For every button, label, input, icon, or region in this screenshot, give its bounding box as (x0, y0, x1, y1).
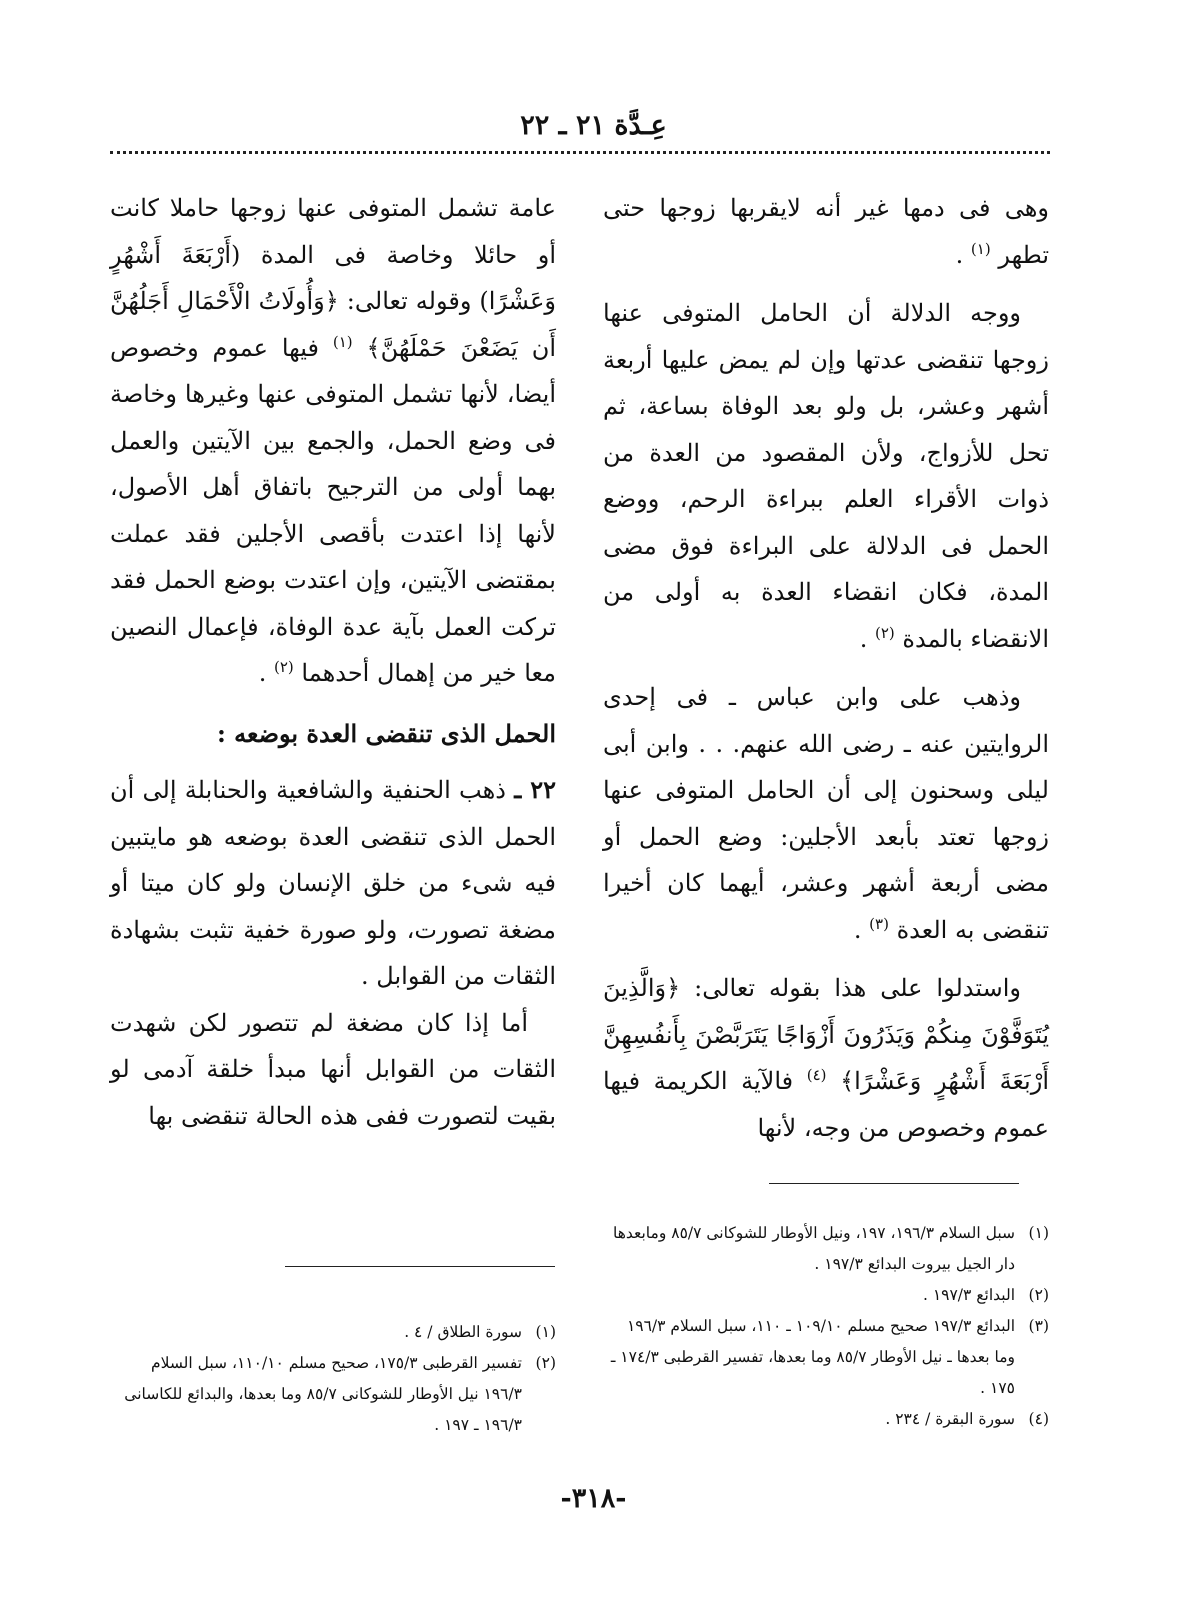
right-footnote-rule (769, 1183, 1019, 1184)
page-number: -٣١٨- (560, 1483, 627, 1514)
footnote-ref: (٤) (806, 1066, 827, 1084)
left-footnote-rule (285, 1266, 555, 1267)
right-paragraph-2 (603, 290, 1049, 662)
paragraph-text: وذهب على وابن عباس ـ فى إحدى الروايتين عنه ـ رضى الله عنهم. . . وابن أبى ليلى وسحنون إلى أن الحامل المتوفى عنها زوجها تعتد بأبعد الأجلين: وضع الحمل أو مضى أربعة أشهر وعشر، أيهما كان أخيرا تنقضى به العدة (603, 683, 1049, 944)
footnote-item (110, 1348, 556, 1441)
paragraph-text: واستدلوا على هذا بقوله تعالى: ﴿وَالَّذِينَ يُتَوَفَّوْنَ مِنكُمْ وَيَذَرُونَ أَزْوَاجًا يَتَرَبَّصْنَ بِأَنفُسِهِنَّ أَرْبَعَةَ أَشْهُرٍ وَعَشْرًا﴾ (603, 974, 1049, 1095)
paragraph-text: عامة تشمل المتوفى عنها زوجها حاملا كانت أو حائلا وخاصة فى المدة (أَرْبَعَةَ أَشْهُرٍ وَعَشْرًا) وقوله تعالى: ﴿وَأُولَاتُ الْأَحْمَالِ أَجَلُهُنَّ أَن يَضَعْنَ حَمْلَهُنَّ﴾ (110, 194, 556, 362)
footnote-text: سورة البقرة / ٢٣٤ . (885, 1410, 1015, 1428)
paragraph-end: . (859, 624, 868, 653)
footnote-text: تفسير القرطبى ١٧٥/٣، صحيح مسلم ١١٠/١٠، سبل السلام ١٩٦/٣ نيل الأوطار للشوكانى ٨٥/٧ وما بعدها، والبدائع للكاسانى ١٩٦/٣ ـ ١٩٧ . (124, 1354, 522, 1434)
paragraph-text: فيها عموم وخصوص أيضا، لأنها تشمل المتوفى عنها وغيرها وخاصة فى وضع الحمل، والجمع بين الآيتين والعمل بهما أولى من الترجيح باتفاق أهل الأصول، لأنها إذا اعتدت بأقصى الأجلين فقد عملت بمقتضى الآيتين، وإن اعتدت بوضع الحمل فقد تركت العمل بآية عدة الوفاة، فإعمال النصين معا خير من إهمال أحدهما (110, 333, 556, 687)
footnote-number: (١) (1028, 1224, 1049, 1242)
left-column (110, 185, 556, 1139)
paragraph-end: . (258, 659, 267, 687)
section-heading: الحمل الذى تنقضى العدة بوضعه : (216, 718, 556, 748)
footnote-text: سبل السلام ١٩٦/٣، ١٩٧، ونيل الأوطار للشوكانى ٨٥/٧ ومابعدها دار الجيل بيروت البدائع ١٩٧/٣ . (612, 1224, 1015, 1273)
footnote-ref: (٣) (869, 914, 889, 933)
footnote-number: (٢) (535, 1354, 556, 1372)
paragraph-text: فالآية الكريمة فيها عموم وخصوص من وجه، لأنها (603, 1067, 1049, 1142)
left-paragraph-3: أما إذا كان مضغة لم تتصور لكن شهدت الثقات من القوابل أنها مبدأ خلقة آدمى لو بقيت لتصورت ففى هذه الحالة تنقضى بها (110, 1008, 556, 1130)
footnote-ref: (١) (970, 239, 991, 258)
right-paragraph-4 (603, 965, 1049, 1151)
footnote-text: البدائع ١٩٧/٣ صحيح مسلم ١٠٩/١٠ ـ ١١٠، سبل السلام ١٩٦/٣ وما بعدها ـ نيل الأوطار ٨٥/٧ وما بعدها، تفسير القرطبى ١٧٤/٣ ـ ١٧٥ . (610, 1317, 1015, 1397)
paragraph-text: وهى فى دمها غير أنه لايقربها زوجها حتى تطهر (603, 194, 1049, 269)
paragraph-text: ووجه الدلالة أن الحامل المتوفى عنها زوجها تنقضى عدتها وإن لم يمض عليها أربعة أشهر وعشر، بل ولو بعد الوفاة بساعة، ثم تحل للأزواج، ولأن المقصود من العدة من ذوات الأقراء العلم ببراءة الرحم، ووضع الحمل فى الدلالة على البراءة فوق مضى المدة، فكان انقضاء العدة به أولى من الانقضاء بالمدة (603, 299, 1049, 653)
paragraph-text: ذهب الحنفية والشافعية والحنابلة إلى أن الحمل الذى تنقضى العدة بوضعه هو مايتبين فيه شىء من خلق الإنسان ولو كان ميتا أو مضغة تصورت، ولو صورة خفية تثبت بشهادة الثقات من القوابل . (110, 776, 556, 990)
footnote-item (603, 1280, 1049, 1311)
section-number: ٢٢ ـ (514, 775, 556, 804)
right-footnotes (603, 1218, 1049, 1435)
left-paragraph-1 (110, 185, 556, 697)
footnote-number: (٢) (1028, 1286, 1049, 1304)
header-dotted-rule (110, 151, 1050, 154)
footnote-ref: (١) (332, 332, 353, 351)
paragraph-end: . (955, 240, 964, 269)
right-column (603, 185, 1049, 1151)
left-footnotes (110, 1317, 556, 1441)
footnote-text: سورة الطلاق / ٤ . (404, 1323, 522, 1341)
footnote-item (110, 1317, 556, 1348)
footnote-number: (١) (535, 1323, 556, 1341)
footnote-ref: (٢) (273, 658, 294, 676)
right-paragraph-3 (603, 674, 1049, 953)
footnote-item (603, 1311, 1049, 1404)
left-paragraph-2 (110, 767, 556, 1000)
footnote-number: (٤) (1028, 1410, 1049, 1428)
page-header-title: عِـدَّة ٢١ ـ ٢٢ (520, 110, 667, 141)
footnote-number: (٣) (1028, 1317, 1049, 1335)
footnote-ref: (٢) (875, 623, 895, 642)
footnote-item (603, 1218, 1049, 1280)
right-paragraph-1 (603, 185, 1049, 278)
footnote-item (603, 1404, 1049, 1435)
paragraph-end: . (853, 915, 862, 944)
footnote-text: البدائع ١٩٧/٣ . (922, 1286, 1015, 1304)
